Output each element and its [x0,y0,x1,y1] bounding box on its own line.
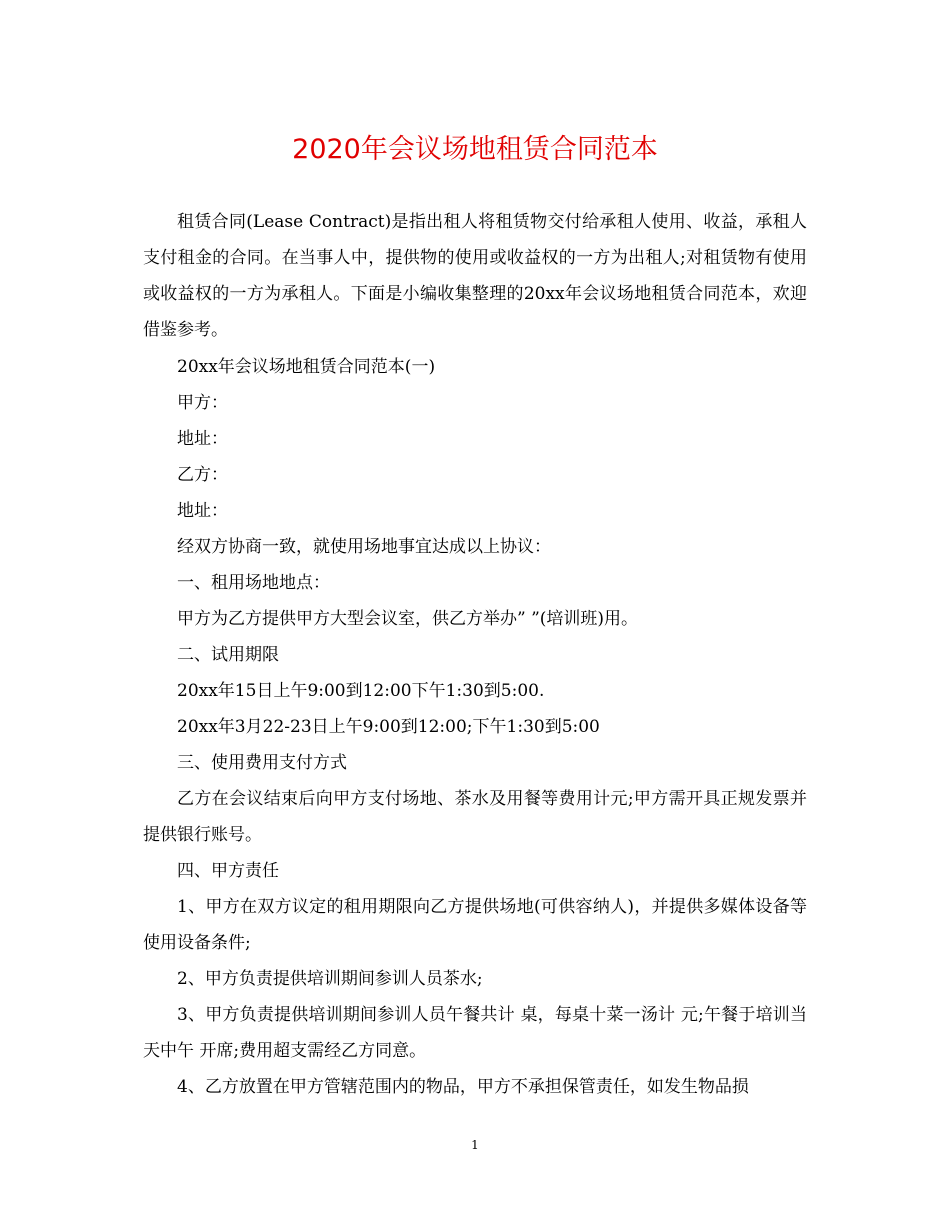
section-3-text: 乙方在会议结束后向甲方支付场地、茶水及用餐等费用计元;甲方需开具正规发票并提供银行账号。 [143,789,807,845]
section-1-heading: 一、租用场地地点： [177,573,330,593]
document-body [143,204,807,1105]
agreement-preamble: 经双方协商一致，就使用场地事宜达成以上协议： [177,537,551,557]
section-4-heading: 四、甲方责任 [177,861,279,881]
document-title: 2020年会议场地租赁合同范本 [292,134,658,165]
section-2-line-2: 20xx年3月22-23日上午9:00到12:00;下午1:30到5:00 [177,717,600,737]
section-1-text: 甲方为乙方提供甲方大型会议室，供乙方举办” ”(培训班)用。 [177,609,639,629]
section-2-heading: 二、试用期限 [177,645,279,665]
section-4-item-4: 4、乙方放置在甲方管辖范围内的物品，甲方不承担保管责任，如发生物品损 [177,1077,749,1097]
party-b-address-label: 地址： [177,501,228,521]
section-4-item-3: 3、甲方负责提供培训期间参训人员午餐共计 桌，每桌十菜一汤计 元;午餐于培训当天中午 开席;费用超支需经乙方同意。 [143,1005,807,1061]
section-3-heading: 三、使用费用支付方式 [177,753,347,773]
party-b-label: 乙方： [177,465,228,485]
page-number: 1 [471,1138,479,1152]
section-2-line-1: 20xx年15日上午9:00到12:00下午1:30到5:00. [177,681,545,701]
intro-paragraph: 租赁合同(Lease Contract)是指出租人将租赁物交付给承租人使用、收益，承租人支付租金的合同。在当事人中，提供物的使用或收益权的一方为出租人;对租赁物有使用或收益权的一方为承租人。下面是小编收集整理的20xx年会议场地租赁合同范本，欢迎借鉴参考。 [143,212,807,340]
party-a-address-label: 地址： [177,429,228,449]
party-a-label: 甲方： [177,393,228,413]
section-4-item-1: 1、甲方在双方议定的租用期限向乙方提供场地(可供容纳人)，并提供多媒体设备等使用设备条件; [143,897,807,953]
contract-heading: 20xx年会议场地租赁合同范本(一) [177,357,436,377]
section-4-item-2: 2、甲方负责提供培训期间参训人员茶水; [177,969,483,989]
